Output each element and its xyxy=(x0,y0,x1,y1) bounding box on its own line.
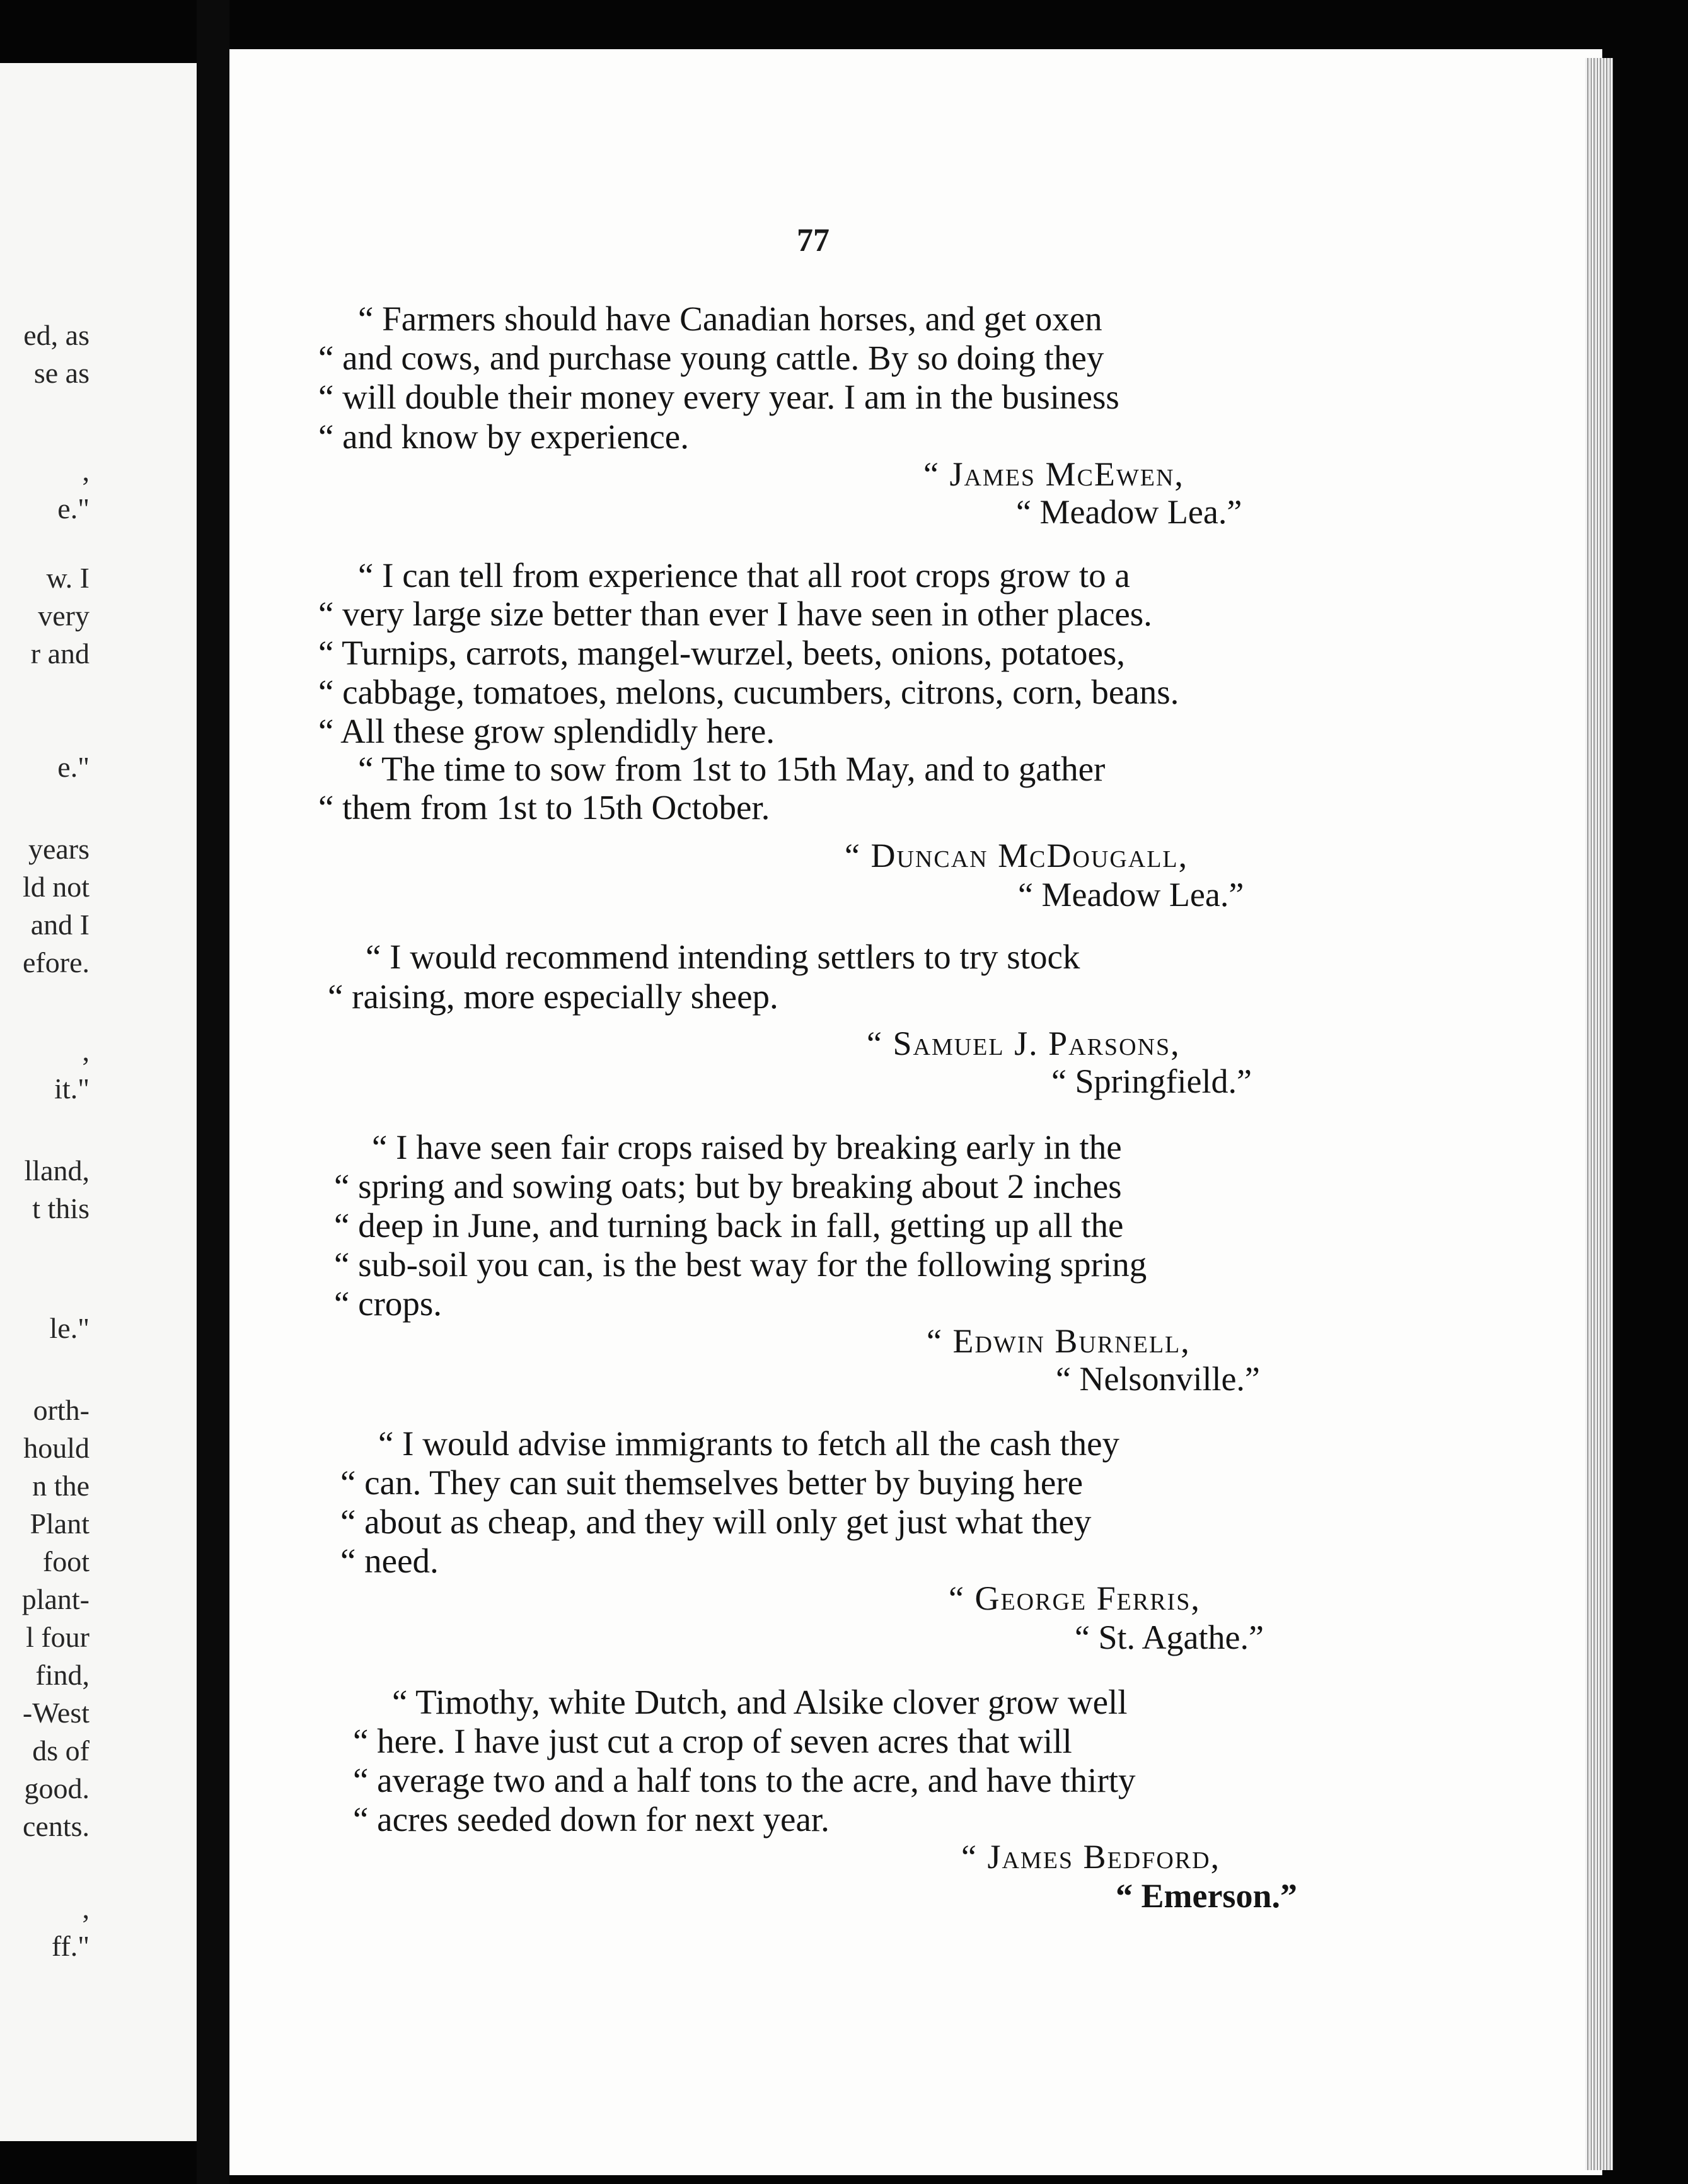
text-line: “ cabbage, tomatoes, melons, cucumbers, citrons, corn, beans. xyxy=(318,673,1179,711)
facing-page-text: foot xyxy=(42,1545,90,1577)
facing-page-text: cents. xyxy=(22,1810,90,1842)
facing-page-text: years xyxy=(28,833,90,865)
facing-page-text: se as xyxy=(33,357,90,389)
facing-page-text: le." xyxy=(49,1312,90,1344)
page-edge xyxy=(1585,58,1613,2170)
text-line: “ The time to sow from 1st to 15th May, and to gather xyxy=(358,750,1106,788)
text-line: “ them from 1st to 15th October. xyxy=(318,788,770,827)
text-line: “ average two and a half tons to the acre, and have thirty xyxy=(353,1761,1136,1799)
facing-page-text: it." xyxy=(54,1072,90,1105)
text-line: “ Farmers should have Canadian horses, and get oxen xyxy=(358,299,1102,338)
facing-page-text: good. xyxy=(24,1772,90,1804)
facing-page-text: ds of xyxy=(32,1734,90,1767)
facing-page-text: , xyxy=(82,1892,90,1924)
text-line: “ crops. xyxy=(334,1284,442,1323)
signature-place: “ Springfield.” xyxy=(1051,1062,1252,1100)
facing-page-text: e." xyxy=(57,492,90,525)
facing-page-text: very xyxy=(38,600,90,632)
signature-name: “ George Ferris, xyxy=(949,1579,1201,1617)
facing-page-text: ed, as xyxy=(23,319,90,351)
facing-page-text: , xyxy=(82,1035,90,1067)
facing-page-text: r and xyxy=(30,637,90,670)
text-line: “ I would advise immigrants to fetch all the cash they xyxy=(378,1424,1120,1463)
text-line: “ I would recommend intending settlers to try stock xyxy=(366,938,1080,976)
book-gutter xyxy=(197,0,229,2184)
facing-page-text: l four xyxy=(26,1621,90,1653)
text-line: “ Turnips, carrots, mangel-wurzel, beets, onions, potatoes, xyxy=(318,634,1126,672)
text-line: “ raising, more especially sheep. xyxy=(328,977,778,1016)
signature-place: “ St. Agathe.” xyxy=(1075,1618,1264,1656)
facing-page-text: w. I xyxy=(46,562,90,594)
facing-page-text: find, xyxy=(35,1659,90,1691)
text-line: “ I have seen fair crops raised by breaking early in the xyxy=(372,1128,1122,1166)
text-line: “ very large size better than ever I have seen in other places. xyxy=(318,595,1152,633)
signature-place: “ Meadow Lea.” xyxy=(1016,493,1242,531)
signature-name: “ James McEwen, xyxy=(923,455,1184,493)
signature-place: “ Emerson.” xyxy=(1116,1877,1297,1915)
signature-place: “ Nelsonville.” xyxy=(1056,1360,1260,1398)
facing-page-text: hould xyxy=(23,1432,90,1464)
signature-name: “ Duncan McDougall, xyxy=(845,837,1189,874)
text-line: “ Timothy, white Dutch, and Alsike clover grow well xyxy=(392,1683,1128,1721)
signature-name: “ Samuel J. Parsons, xyxy=(867,1025,1181,1062)
text-line: “ can. They can suit themselves better by buying here xyxy=(340,1463,1084,1502)
facing-page-text: ff." xyxy=(51,1930,90,1962)
page-number: 77 xyxy=(797,223,830,258)
facing-page xyxy=(0,63,197,2141)
facing-page-text: t this xyxy=(32,1192,90,1224)
text-line: “ All these grow splendidly here. xyxy=(318,712,775,750)
text-line: “ and know by experience. xyxy=(318,417,689,456)
text-line: “ about as cheap, and they will only get just what they xyxy=(340,1502,1092,1541)
text-line: “ spring and sowing oats; but by breaking about 2 inches xyxy=(334,1167,1122,1205)
text-line: “ will double their money every year. I am in the business xyxy=(318,378,1119,416)
facing-page-text: , xyxy=(82,455,90,487)
signature-place: “ Meadow Lea.” xyxy=(1018,876,1244,914)
text-line: “ need. xyxy=(340,1542,439,1580)
facing-page-text: -West xyxy=(22,1697,90,1729)
text-line: “ here. I have just cut a crop of seven acres that will xyxy=(353,1722,1072,1760)
facing-page-text: orth- xyxy=(33,1394,90,1426)
text-line: “ deep in June, and turning back in fall, getting up all the xyxy=(334,1206,1124,1245)
text-line: “ and cows, and purchase young cattle. By so doing they xyxy=(318,339,1104,377)
facing-page-text: n the xyxy=(32,1470,90,1502)
facing-page-text: lland, xyxy=(24,1154,90,1187)
signature-name: “ James Bedford, xyxy=(961,1838,1221,1876)
facing-page-text: and I xyxy=(30,909,90,941)
text-line: “ sub-soil you can, is the best way for the following spring xyxy=(334,1245,1147,1284)
facing-page-text: ld not xyxy=(22,871,90,903)
facing-page-text: Plant xyxy=(30,1507,90,1540)
text-line: “ acres seeded down for next year. xyxy=(353,1800,830,1838)
facing-page-text: plant- xyxy=(21,1583,90,1615)
facing-page-text: efore. xyxy=(23,946,90,979)
facing-page-text: e." xyxy=(57,751,90,783)
text-line: “ I can tell from experience that all root crops grow to a xyxy=(358,556,1130,595)
signature-name: “ Edwin Burnell, xyxy=(927,1322,1191,1360)
